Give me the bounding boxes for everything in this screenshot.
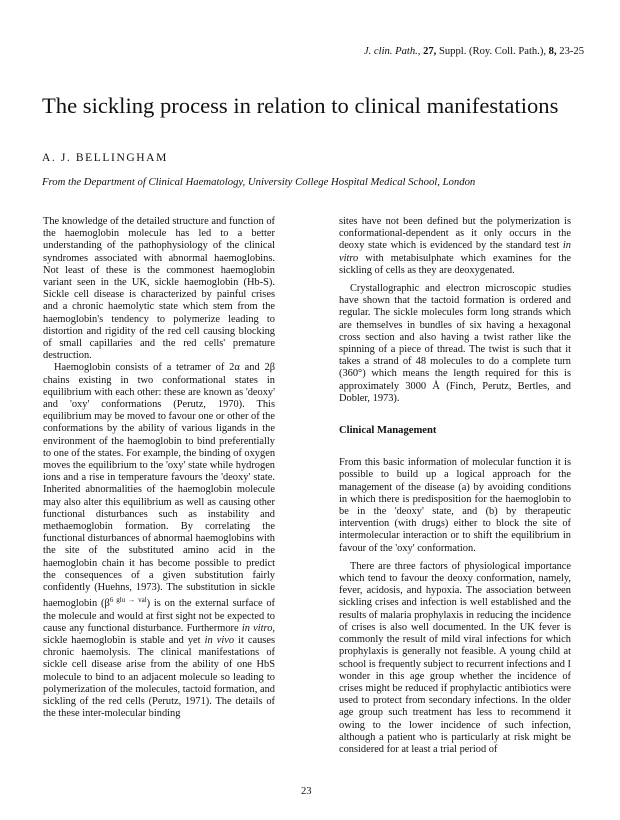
right-text-column	[339, 216, 571, 756]
page-number: 23	[301, 786, 312, 797]
paragraph-text: , sickle haemoglobin is stable and yet	[43, 622, 275, 646]
author-affiliation: From the Department of Clinical Haematology, University College Hospital Medical School, London	[42, 176, 476, 188]
paragraph: There are three factors of physiological importance which tend to favour the deoxy conformation, namely, fever, acidosis, and hypoxia. The association between sickling crises and infection is well established and the results of malaria prophylaxis in reducing the incidence of crises is also well documented. In the UK fever is commonly the result of mild viral infections for which prophylaxis is generally not feasible. A young child at school is frequently subject to recurrent infections and I wonder in this age group whether the incidence of crises might be reduced if prophylactic antibiotics were used to protect from secondary infections. In the older age group such treatment has less to recommend it owing to the lower incidence of such infection, although a patient who is particularly at risk might be considered for at least a trial period of	[339, 560, 571, 755]
paragraph-text: it causes chronic haemolysis. The clinical manifestations of sickle cell disease arise from the ability of one HbS molecule to bind to an adjacent molecule so leading to polymerization of the molecules, tactoid formation, and sickling of the red cells (Perutz, 1971). The details of the these inter-molecular binding	[43, 634, 276, 720]
paragraph: From this basic information of molecular function it is possible to build up a logical approach for the management of the disease (a) by avoiding conditions in which there is predisposition for the haemoglobin to be in the 'deoxy' state, and (b) by therapeutic intervention (with drugs) either to block the site of intermolecular interaction or to shift the equilibrium in favour of the 'oxy' conformation.	[339, 457, 571, 554]
paragraph: Crystallographic and electron microscopic studies have shown that the tactoid formation is ordered and regular. The sickle molecules form long strands which are themselves in bundles of six having a hexagonal cross section and also having a twist rather like the spinning of a piece of thread. The twist is such that it takes a strand of 48 molecules to do a complete turn (360°) which means the length required for this is approximately 3000 Å (Finch, Perutz, Bertles, and Dobler, 1973).	[339, 283, 571, 404]
left-text-column	[43, 216, 275, 720]
article-author: A. J. BELLINGHAM	[42, 152, 168, 164]
paragraph	[43, 362, 275, 720]
journal-name: J. clin. Path.,	[363, 46, 421, 57]
paragraph	[339, 216, 571, 277]
paragraph-text: ) is on the external surface of the molecule and would at first sight not be expected to cause any functional disturbance. Furthermore	[43, 598, 276, 634]
paragraph-text: Haemoglobin consists of a tetramer of 2α and 2β chains existing in two conformational states in equilibrium with each other: these are known as 'deoxy' and 'oxy' conformations (Perutz, 1970). This equilibrium may be moved to favour one or other of the conformations by the ability of various ligands in the environment of the haemoglobin to bind preferentially to one of the states. For example, the binding of oxygen moves the equilibrium to the 'oxy' state while hydrogen ions and a rise in temperature favours the 'deoxy' state. Inherited abnormalities of the haemoglobin molecule may also alter this equilibrium as well as causing other functional disturbances such as instability and methaemoglobin formation. By correlating the functional disturbances of abnormal haemoglobins with the site of the substituted amino acid in the haemoglobin chain it has become possible to predict the consequences of a given substitution fairly confidently (Huehns, 1973). The substitution in sickle haemoglobin (	[43, 362, 276, 610]
in-vivo-term: in vivo	[204, 634, 235, 646]
journal-number: 8,	[548, 46, 557, 57]
in-vitro-term: in vitro	[241, 622, 273, 634]
journal-citation	[364, 46, 584, 57]
article-title: The sickling process in relation to clinical manifestations	[42, 93, 559, 118]
journal-pages: 23-25	[559, 46, 584, 57]
in-vitro-term: in vitro	[339, 240, 571, 264]
section-heading: Clinical Management	[339, 425, 437, 437]
paragraph-text: sites have not been defined but the polymerization is conformational-dependent as it only occurs in the deoxy state which is evidenced by the standard test	[339, 216, 571, 252]
journal-volume: 27,	[423, 46, 437, 57]
paragraph: The knowledge of the detailed structure and function of the haemoglobin molecule has led to a better understanding of the pathophysiology of the clinical syndromes associated with abnormal haemoglobins. Not least of these is the commonest haemoglobin variant seen in the UK, sickle haemoglobin (Hb-S). Sickle cell disease is characterized by painful crises and a chronic haemolytic state which stem from the haemoglobin's tendency to polymerize leading to distortion and rigidity of the red cell causing blocking of small capillaries and the red cells' premature destruction.	[43, 216, 275, 362]
journal-supplement: Suppl. (Roy. Coll. Path.),	[438, 46, 547, 57]
substitution-superscript: 6 glu → val	[109, 596, 147, 605]
paragraph-text: with metabisulphate which examines for the sickling of cells as they are deoxygenated.	[339, 252, 571, 276]
beta-symbol: β	[104, 598, 110, 610]
